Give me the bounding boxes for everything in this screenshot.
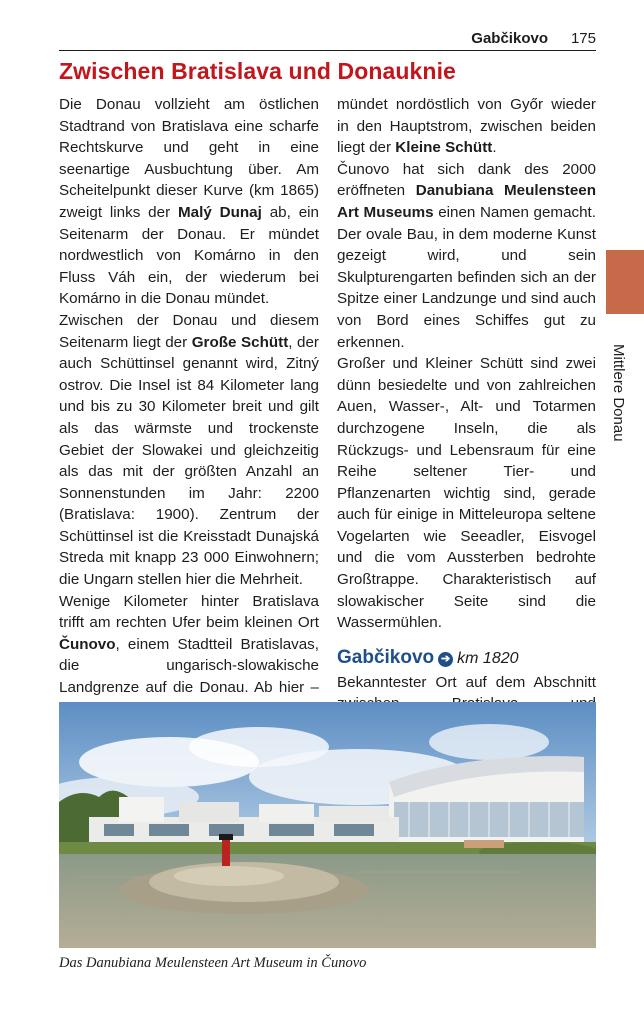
section-title: Gabčikovo (471, 30, 548, 47)
text-run: Čunovo hat sich dank des 2000 eröffneten (337, 160, 596, 200)
subsection-km: km 1820 (457, 649, 519, 667)
chapter-title: Zwischen Bratislava und Donauknie (59, 58, 456, 84)
text-run: Die Donau vollzieht am östlichen Stadtrand von Bratislava eine scharfe Rechtskurve und geht in eine seenartige Ausbuchtung über. Am Scheitelpunkt dieser Kurve (km 1865) zweigt links der (59, 96, 319, 221)
paragraph (337, 353, 596, 634)
header-rule (59, 50, 596, 51)
text-run: mündet nordöstlich von Győr wieder in den Hauptstrom, zwischen beiden liegt der (337, 96, 596, 157)
text-run: , der auch Schüttinsel genannt wird, Zitný ostrov. Die Insel ist 84 Kilometer lang und bis zu 30 Kilometer breit und gilt als das wärmste und trockenste Gebiet der Slowakei und gleichzeitig als das mit der größten Anzahl an Sonnenstunden im Jahr: 2200 (Bratislava: 1900). Zentrum der Schüttinsel ist die Kreisstadt Dunajská Streda mit knapp 23 000 Einwohnern; die Ungarn stellen hier die Mehrheit. (59, 333, 319, 589)
bold-term: Danubiana Meulensteen Art Museums (337, 182, 596, 221)
chapter-side-label: Mittlere Donau (610, 344, 627, 442)
page-number: 175 (570, 30, 596, 47)
bold-term: Malý Dunaj (178, 203, 262, 221)
museum-photo (59, 702, 596, 948)
bold-term: Čunovo (59, 635, 116, 653)
text-run: Wenige Kilometer hinter Bratislava trifft am rechten Ufer beim kleinen Ort (59, 592, 319, 632)
running-header (59, 30, 596, 50)
bold-term: Große Schütt (191, 333, 289, 351)
text-run: , einem Stadtteil Bratislavas, die ungarisch-slowakische Landgrenze auf die Donau. Ab hier – (59, 635, 319, 697)
arrow-right-circle-icon: ➔ (438, 652, 453, 667)
subsection-heading (337, 645, 596, 672)
text-run: ab, ein Seitenarm der Donau. Er mündet nordwestlich von Komárno in den Fluss Váh ein, der wiederum bei Komárno in die Donau mündet. (59, 203, 319, 308)
photo-caption: Das Danubiana Meulensteen Art Museum in Čunovo (59, 955, 367, 971)
chapter-tab (606, 250, 644, 314)
paragraph (337, 159, 596, 353)
left-column (59, 94, 319, 807)
text-run: Zwischen der Donau und diesem Seitenarm liegt der (59, 311, 319, 351)
text-run: . (492, 139, 497, 157)
paragraph (337, 94, 596, 159)
text-run: Großer und Kleiner Schütt sind zwei dünn besiedelte und von zahlreichen Auen, Wasser-, Alt- und Totarmen durchzogene Inseln, die als Rückzugs- und Lebensraum für eine Reihe seltener Tier- und Pflanzenarten wichtig sind, gerade auch für einige in Mitteleuropa seltene Vogelarten wie Seeadler, Eisvogel und die vom Aussterben bedrohte Großtrappe. Charakteristisch auf slowakischer Seite sind die Wassermühlen. (337, 355, 596, 632)
text-run: einen Namen gemacht. Der ovale Bau, in dem moderne Kunst gezeigt wird, und sein Skulpturengarten befinden sich an der Spitze einer Landzunge und sind auch von Bord eines Schiffes gut zu erkennen. (337, 203, 596, 351)
right-paragraphs (337, 94, 596, 634)
subsection-title: Gabčikovo (337, 646, 435, 668)
paragraph (59, 310, 319, 591)
paragraph (59, 94, 319, 310)
bold-term: Kleine Schütt (395, 139, 493, 157)
subsection-text: Bekanntester Ort auf dem Abschnitt (337, 673, 596, 691)
